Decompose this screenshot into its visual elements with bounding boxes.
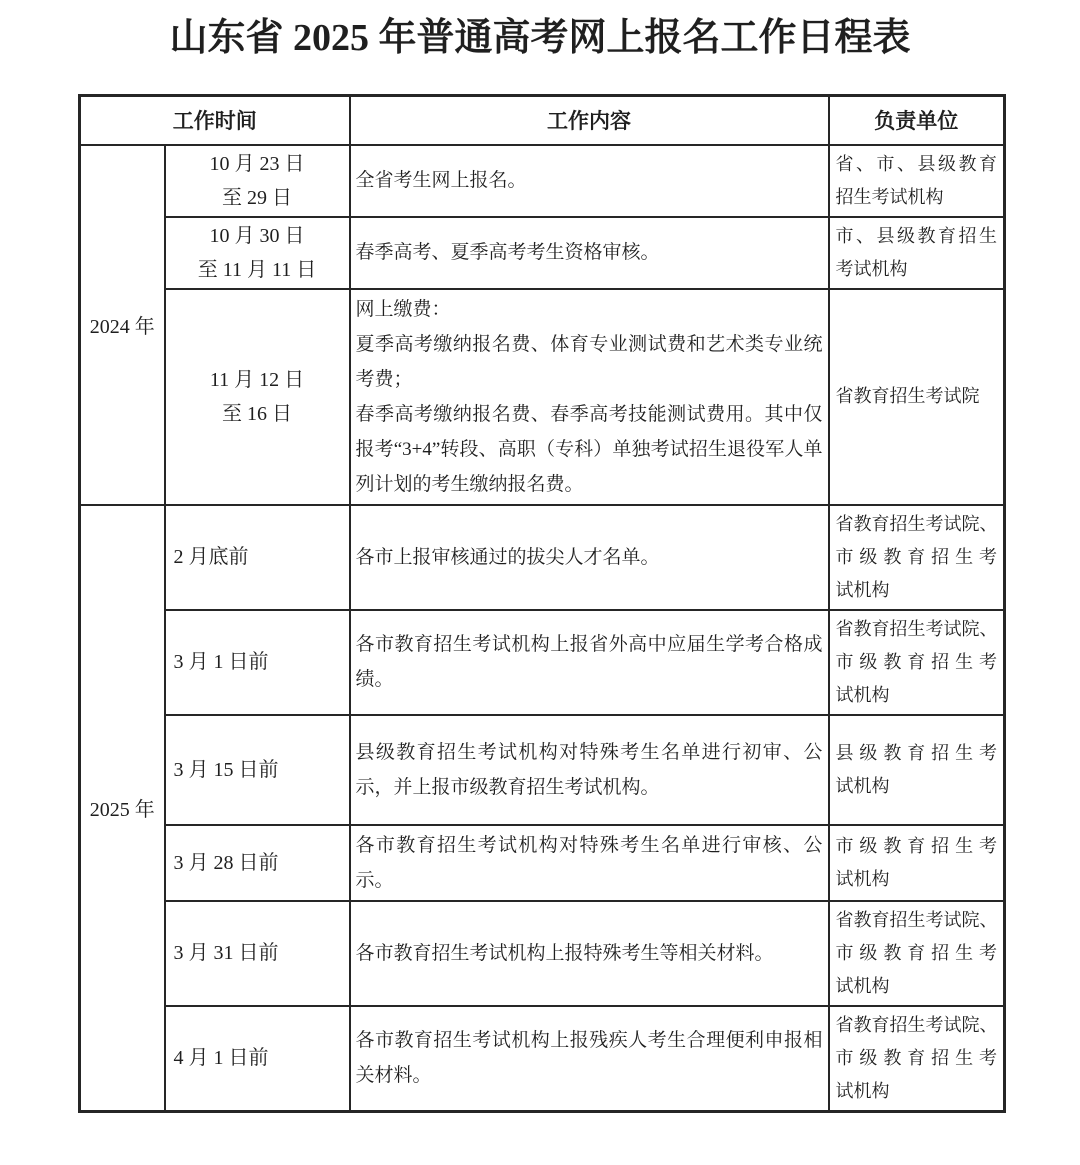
work-content-cell [350, 825, 829, 901]
work-content-paragraph: 各市教育招生考试机构上报特殊考生等相关材料。 [355, 942, 774, 964]
work-time-line: 3 月 15 日前 [173, 758, 279, 781]
work-content-cell [350, 217, 829, 289]
work-content-cell [350, 1006, 829, 1112]
page-title: 山东省 2025 年普通高考网上报名工作日程表 [169, 17, 911, 59]
table-header [80, 96, 1005, 145]
work-time-cell [165, 505, 350, 610]
responsible-unit-line: 试机构 [835, 975, 890, 996]
work-content-cell [350, 715, 829, 825]
header-work-content: 工作内容 [350, 96, 829, 145]
schedule-table [78, 94, 1006, 1113]
work-content-cell [350, 901, 829, 1006]
responsible-unit-line: 试机构 [835, 868, 890, 889]
work-time-cell [165, 825, 350, 901]
responsible-unit-line: 市级教育招生考 [835, 1047, 997, 1068]
responsible-unit-cell [829, 610, 1005, 715]
work-content-cell [350, 610, 829, 715]
table-row [80, 901, 1005, 1006]
table-row [80, 715, 1005, 825]
responsible-unit-cell [829, 1006, 1005, 1112]
responsible-unit-cell [829, 901, 1005, 1006]
work-time-line: 3 月 31 日前 [173, 942, 279, 964]
work-content-cell [350, 289, 829, 505]
work-time-line: 至 16 日 [222, 402, 292, 425]
responsible-unit-line: 试机构 [835, 579, 890, 600]
work-time-line: 11 月 12 日 [209, 368, 305, 391]
responsible-unit-line: 招生考试机构 [835, 186, 944, 207]
work-content-paragraph: 春季高考缴纳报名费、春季高考技能测试费用。其中仅报考“3+4”转段、高职（专科）单独考试招生退役军人单列计划的考生缴纳报名费。 [355, 403, 823, 495]
work-content-paragraph: 各市教育招生考试机构上报残疾人考生合理便利申报相关材料。 [355, 1030, 823, 1086]
schedule-table-body [80, 145, 1005, 1112]
responsible-unit-line: 市、县级教育招生 [835, 225, 997, 246]
work-time-line: 10 月 23 日 [209, 152, 305, 175]
responsible-unit-cell [829, 289, 1005, 505]
work-time-cell [165, 217, 350, 289]
responsible-unit-line: 省教育招生考试院、 [835, 513, 998, 534]
work-content-paragraph: 县级教育招生考试机构对特殊考生名单进行初审、公示，并上报市级教育招生考试机构。 [355, 741, 823, 798]
work-time-line: 10 月 30 日 [209, 224, 305, 247]
work-time-cell [165, 1006, 350, 1112]
work-time-line: 3 月 28 日前 [173, 851, 279, 874]
responsible-unit-line: 市级教育招生考 [835, 942, 997, 963]
table-row [80, 505, 1005, 610]
work-time-cell [165, 289, 350, 505]
responsible-unit-line: 试机构 [835, 1080, 890, 1101]
work-time-cell [165, 901, 350, 1006]
work-time-cell [165, 715, 350, 825]
table-row [80, 289, 1005, 505]
work-time-line: 4 月 1 日前 [173, 1047, 269, 1069]
responsible-unit-line: 试机构 [835, 775, 890, 796]
responsible-unit-cell [829, 825, 1005, 901]
year-cell: 2025 年 [80, 505, 165, 1112]
table-row [80, 1006, 1005, 1112]
header-work-time: 工作时间 [80, 96, 350, 145]
header-row [80, 96, 1005, 145]
work-content-paragraph: 各市教育招生考试机构对特殊考生名单进行审核、公示。 [355, 834, 823, 891]
work-content-paragraph: 各市上报审核通过的拔尖人才名单。 [355, 546, 660, 568]
work-content-paragraph: 各市教育招生考试机构上报省外高中应届生学考合格成绩。 [355, 634, 823, 690]
responsible-unit-line: 省教育招生考试院、 [835, 618, 998, 639]
table-row [80, 217, 1005, 289]
work-time-cell [165, 145, 350, 217]
responsible-unit-line: 市级教育招生考 [835, 835, 997, 856]
responsible-unit-line: 市级教育招生考 [835, 546, 997, 567]
table-row [80, 145, 1005, 217]
work-time-cell [165, 610, 350, 715]
responsible-unit-line: 考试机构 [835, 258, 908, 279]
responsible-unit-cell [829, 715, 1005, 825]
work-time-line: 至 29 日 [222, 186, 292, 209]
responsible-unit-cell [829, 145, 1005, 217]
responsible-unit-cell [829, 505, 1005, 610]
work-content-paragraph: 全省考生网上报名。 [355, 170, 527, 191]
responsible-unit-line: 省教育招生考试院 [835, 386, 980, 406]
work-time-line: 至 11 月 11 日 [197, 258, 317, 281]
year-cell: 2024 年 [80, 145, 165, 505]
work-content-cell [350, 505, 829, 610]
work-content-paragraph: 夏季高考缴纳报名费、体育专业测试费和艺术类专业统考费； [355, 333, 823, 390]
work-content-cell [350, 145, 829, 217]
table-row [80, 825, 1005, 901]
work-time-line: 2 月底前 [173, 546, 249, 568]
responsible-unit-line: 县级教育招生考 [835, 742, 997, 763]
work-content-paragraph: 春季高考、夏季高考考生资格审核。 [355, 242, 660, 263]
responsible-unit-cell [829, 217, 1005, 289]
table-row [80, 610, 1005, 715]
responsible-unit-line: 试机构 [835, 684, 890, 705]
work-time-line: 3 月 1 日前 [173, 651, 269, 673]
header-responsible-unit: 负责单位 [829, 96, 1005, 145]
work-content-paragraph: 网上缴费： [355, 298, 451, 320]
responsible-unit-line: 省、市、县级教育 [835, 153, 997, 174]
responsible-unit-line: 省教育招生考试院、 [835, 909, 998, 930]
responsible-unit-line: 省教育招生考试院、 [835, 1014, 998, 1035]
responsible-unit-line: 市级教育招生考 [835, 651, 997, 672]
